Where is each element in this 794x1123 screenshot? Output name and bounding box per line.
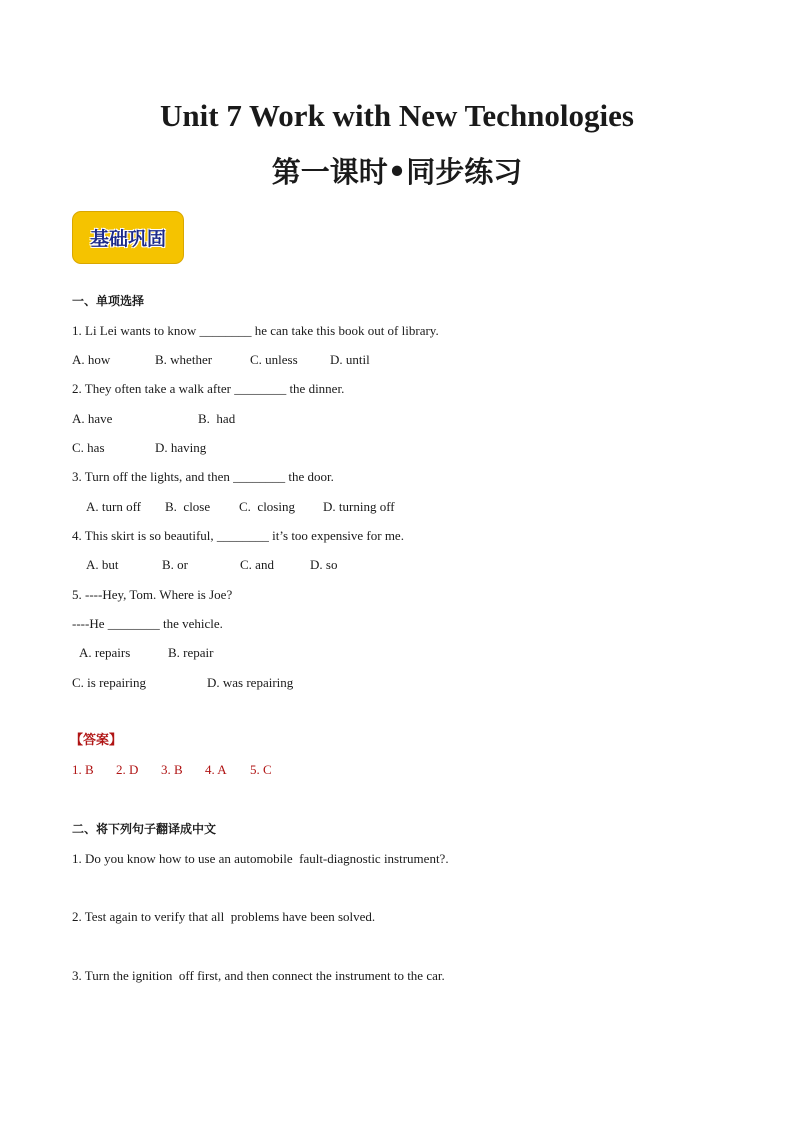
question-stem: 4. This skirt is so beautiful, ________ it’s too expensive for me. [72,528,404,543]
translation-sentence: 2. Test again to verify that all problems have been solved. [72,909,376,924]
question-option: C. closing [239,499,295,514]
answer-item: 1. B [72,762,94,777]
question-option: B. had [198,411,236,426]
question-option: C. unless [250,352,298,367]
question-option: A. repairs [79,645,131,660]
question-option: C. and [240,557,274,572]
page-title: Unit 7 Work with New Technologies [160,98,634,133]
question-option: D. so [310,557,338,572]
answer-label: 【答案】 [70,733,123,748]
translation-sentence: 1. Do you know how to use an automobile fault-diagnostic instrument?. [72,851,449,866]
question-option: D. was repairing [207,675,294,690]
question-option: D. until [330,352,370,367]
question-option: A. how [72,352,111,367]
answer-item: 2. D [116,762,139,777]
page-subtitle: 第一课时•同步练习 [271,155,523,189]
translation-sentence: 3. Turn the ignition off first, and then connect the instrument to the car. [72,968,445,983]
question-option: A. have [72,411,113,426]
question-option: B. close [165,499,211,514]
section-badge-label: 基础巩固 [89,228,166,250]
answer-item: 4. A [205,762,227,777]
question-stem: 3. Turn off the lights, and then ________ the door. [72,469,334,484]
question-stem: 2. They often take a walk after ________ the dinner. [72,381,345,396]
question-stem-continued: ----He ________ the vehicle. [72,616,223,631]
answer-item: 5. C [250,762,272,777]
question-option: C. has [72,440,105,455]
question-stem: 5. ----Hey, Tom. Where is Joe? [72,587,233,602]
question-option: B. whether [155,352,213,367]
question-option: B. or [162,557,188,572]
question-option: C. is repairing [72,675,147,690]
section-badge [72,211,184,264]
section-heading-2: 二、将下列句子翻译成中文 [72,822,217,836]
question-option: B. repair [168,645,214,660]
section-heading-1: 一、单项选择 [72,294,145,308]
question-option: A. but [86,557,119,572]
answer-item: 3. B [161,762,183,777]
question-option: D. turning off [323,499,395,514]
question-option: A. turn off [86,499,142,514]
question-stem: 1. Li Lei wants to know ________ he can take this book out of library. [72,323,439,338]
question-option: D. having [155,440,207,455]
